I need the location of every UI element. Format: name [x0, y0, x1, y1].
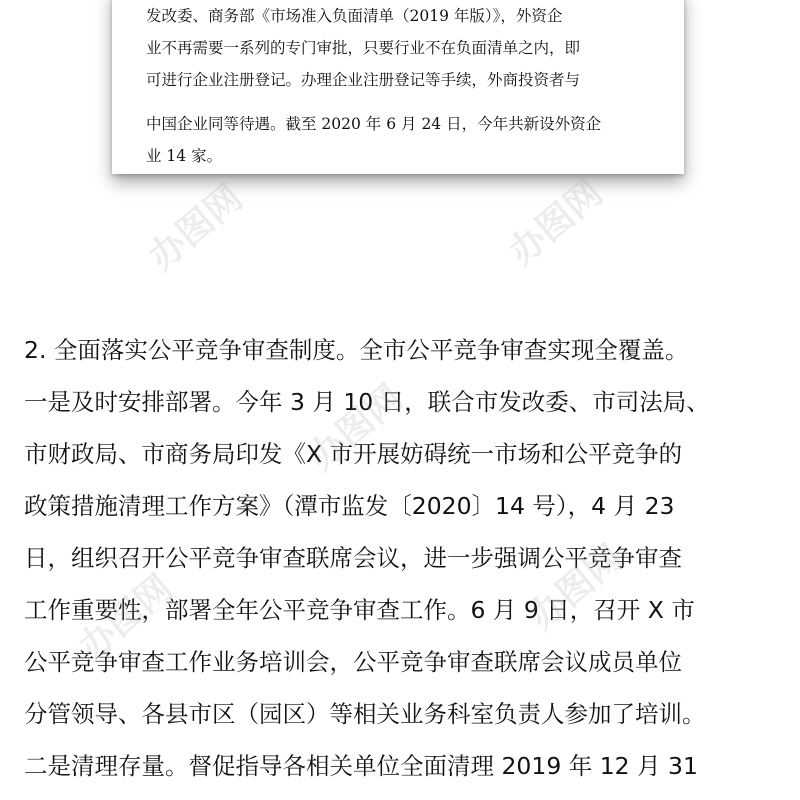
- watermark: 办图网: [501, 172, 611, 274]
- paragraph-line: 一是及时安排部署。今年 3 月 10 日，联合市发改委、市司法局、: [24, 388, 710, 416]
- paragraph-line: 工作重要性，部署全年公平竞争审查工作。6 月 9 日，召开 X 市: [24, 596, 695, 624]
- quote-card: [112, 0, 684, 174]
- paragraph-line: 二是清理存量。督促指导各相关单位全面清理 2019 年 12 月 31: [24, 752, 698, 780]
- card-line: 发改委、商务部《市场准入负面清单（2019 年版）》，外资企: [146, 7, 563, 25]
- card-line: 业 14 家。: [146, 147, 223, 165]
- watermark: 办图网: [521, 537, 631, 639]
- paragraph-line: 公平竞争审查工作业务培训会，公平竞争审查联席会议成员单位: [24, 648, 682, 676]
- paragraph-line: 日，组织召开公平竞争审查联席会议，进一步强调公平竞争审查: [24, 544, 682, 572]
- paragraph-line: 2. 全面落实公平竞争审查制度。全市公平竞争审查实现全覆盖。: [24, 336, 689, 364]
- paragraph-line: 分管领导、各县市区（园区）等相关业务科室负责人参加了培训。: [24, 700, 706, 728]
- card-line: 业不再需要一系列的专门审批，只要行业不在负面清单之内，即: [146, 39, 581, 57]
- paragraph-line: 政策措施清理工作方案》（潭市监发〔2020〕14 号），4 月 23: [24, 492, 675, 520]
- card-line: 可进行企业注册登记。办理企业注册登记等手续，外商投资者与: [146, 71, 581, 89]
- watermark: 办图网: [301, 377, 411, 479]
- paragraph-line: 市财政局、市商务局印发《X 市开展妨碍统一市场和公平竞争的: [24, 440, 683, 468]
- card-line: 中国企业同等待遇。截至 2020 年 6 月 24 日，今年共新设外资企: [146, 115, 602, 133]
- watermark: 办图网: [71, 567, 181, 669]
- watermark: 办图网: [141, 177, 251, 279]
